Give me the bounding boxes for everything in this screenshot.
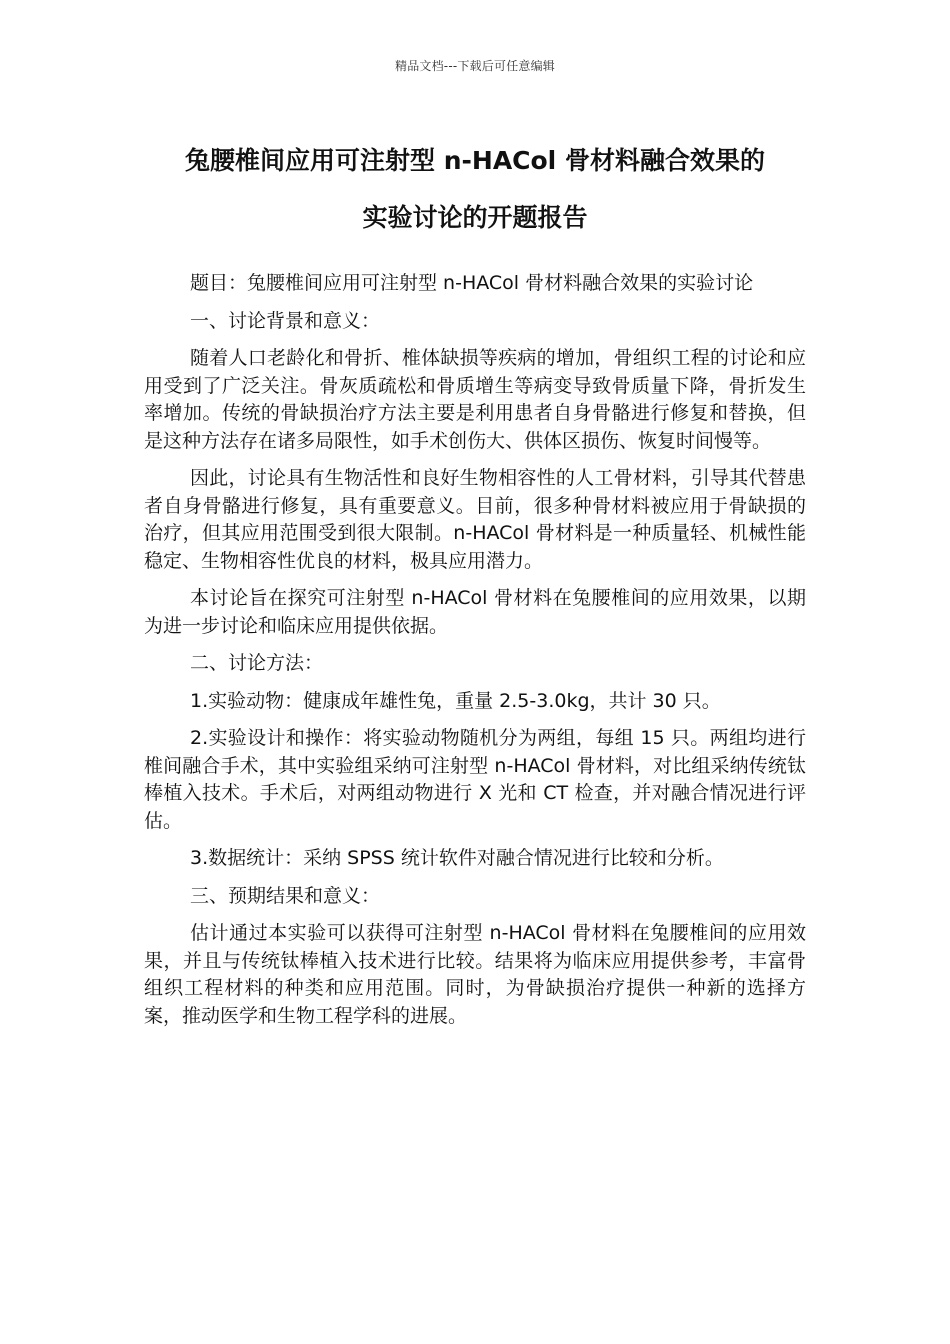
- section-heading-expected: 三、预期结果和意义：: [190, 884, 381, 907]
- method-item-statistics: 3.数据统计：采纳 SPSS 统计软件对融合情况进行比较和分析。: [190, 847, 724, 869]
- method-item-animals: 1.实验动物：健康成年雄性兔，重量 2.5-3.0kg，共计 30 只。: [190, 689, 721, 712]
- paragraph-expected-results: 估计通过本实验可以获得可注射型 n-HACol 骨材料在兔腰椎间的应用效果，并且与传统钛棒植入技术进行比较。结果将为临床应用提供参考，丰富骨组织工程材料的种类和应用范围。同时，为骨缺损治疗提供一种新的选择方案，推动医学和生物工程学科的进展。: [144, 922, 806, 1027]
- section-heading-methods: 二、讨论方法：: [190, 652, 324, 674]
- title-line-1: 兔腰椎间应用可注射型 n-HACol 骨材料融合效果的: [185, 146, 765, 175]
- paragraph-background: 随着人口老龄化和骨折、椎体缺损等疾病的增加，骨组织工程的讨论和应用受到了广泛关注。骨灰质疏松和骨质增生等病变导致骨质量下降，骨折发生率增加。传统的骨缺损治疗方法主要是利用患者自身骨骼进行修复和替换，但是这种方法存在诸多局限性，如手术创伤大、供体区损伤、恢复时间慢等。: [144, 347, 806, 452]
- header-note: 精品文档---下载后可任意编辑: [395, 59, 555, 73]
- method-item-design: 2.实验设计和操作：将实验动物随机分为两组，每组 15 只。两组均进行椎间融合手术，其中实验组采纳可注射型 n-HACol 骨材料，对比组采纳传统钛棒植入技术。手术后，对两组动物进行 X 光和 CT 检查，并对融合情况进行评估。: [144, 727, 806, 832]
- paragraph-significance: 因此，讨论具有生物活性和良好生物相容性的人工骨材料，引导其代替患者自身骨骼进行修复，具有重要意义。目前，很多种骨材料被应用于骨缺损的治疗，但其应用范围受到很大限制。n-HACol 骨材料是一种质量轻、机械性能稳定、生物相容性优良的材料，极具应用潜力。: [144, 467, 806, 572]
- paragraph-aim: 本讨论旨在探究可注射型 n-HACol 骨材料在兔腰椎间的应用效果，以期为进一步讨论和临床应用提供依据。: [144, 587, 806, 637]
- title-line-2: 实验讨论的开题报告: [362, 203, 588, 232]
- document-title: [120, 132, 830, 246]
- topic-line: 题目：兔腰椎间应用可注射型 n-HACol 骨材料融合效果的实验讨论: [190, 272, 754, 294]
- section-heading-background: 一、讨论背景和意义：: [190, 309, 381, 332]
- document-body: [144, 270, 806, 1040]
